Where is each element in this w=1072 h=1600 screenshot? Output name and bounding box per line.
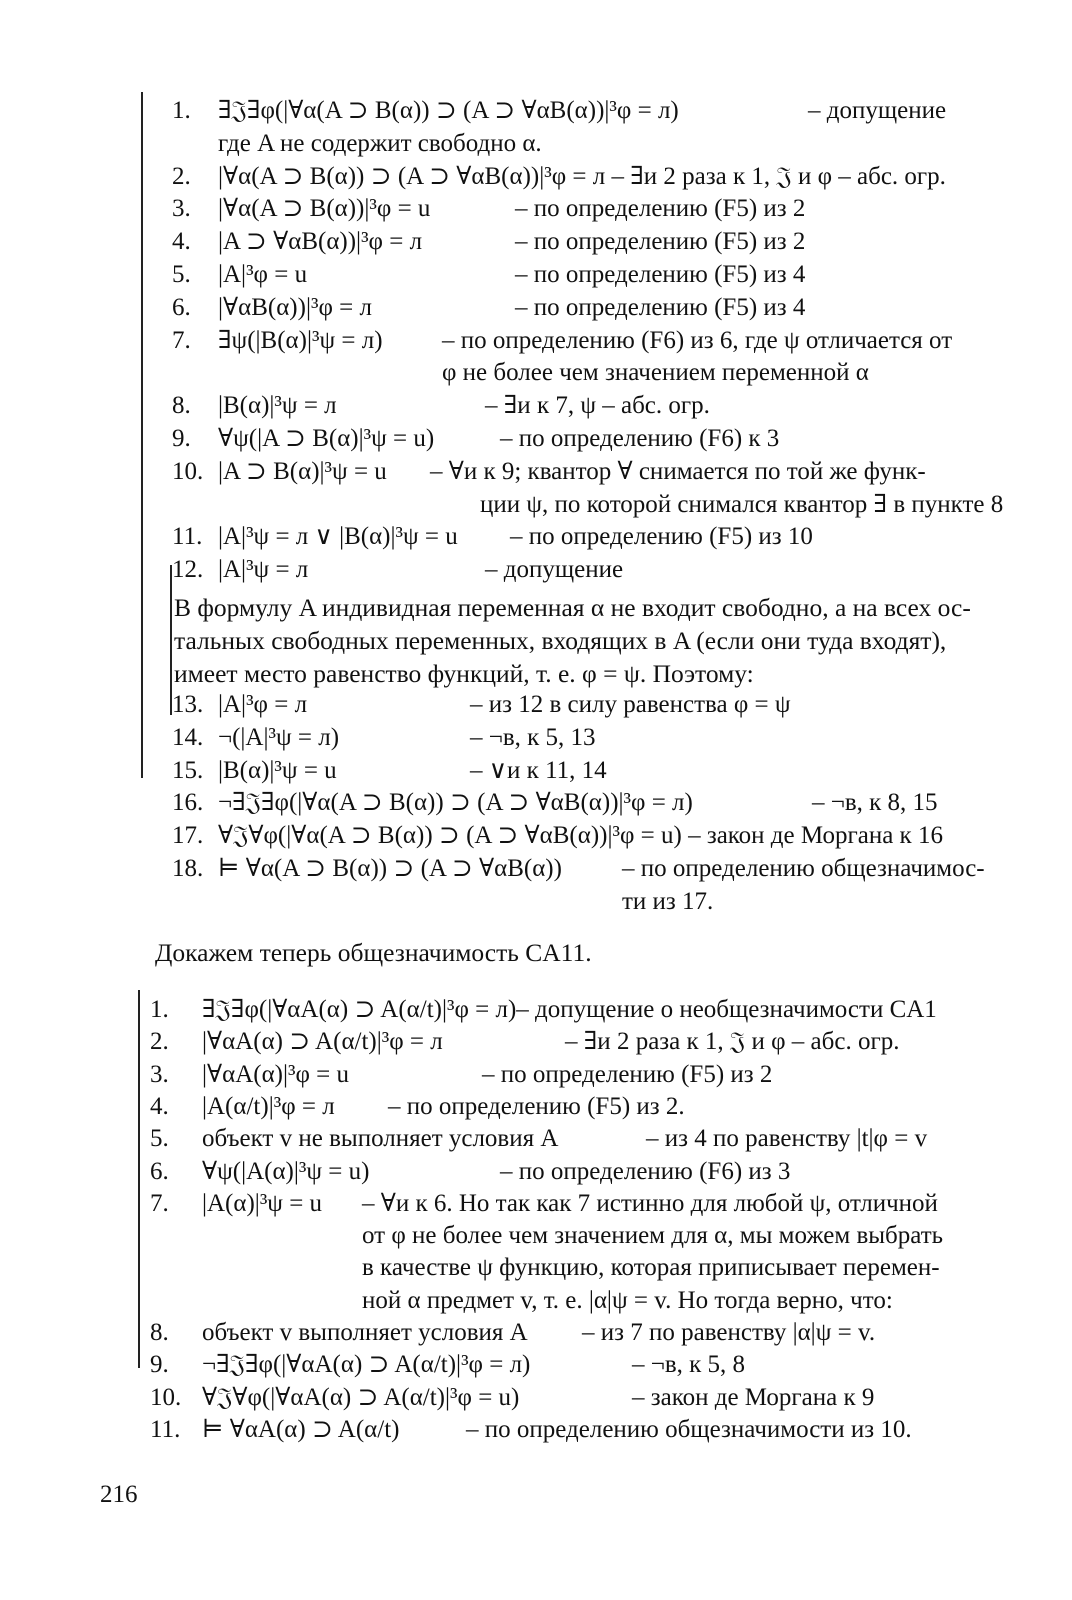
step-number: 15.	[172, 756, 204, 784]
step-number: 17.	[172, 822, 204, 850]
step-justification: φ не более чем значением переменной α	[442, 359, 869, 387]
step-justification: – по определению (F5) из 4	[515, 293, 806, 321]
paragraph-line: тальных свободных переменных, входящих в A (если они туда входят),	[174, 626, 947, 655]
step-number: 11.	[172, 523, 203, 551]
step-formula: |∀α(A ⊃ B(α)) ⊃ (A ⊃ ∀αB(α))|³φ = л – ∃и 2 раза к 1, 𝔍 и φ – абс. огр.	[218, 162, 946, 190]
step-formula: |A|³φ = л	[218, 691, 308, 718]
step-formula: |A(α/t)|³φ = л	[202, 1092, 335, 1120]
paragraph-line: имеет место равенство функций, т. е. φ = ψ. Поэтому:	[174, 659, 754, 688]
step-number: 14.	[172, 723, 204, 751]
step-number: 9.	[172, 425, 191, 452]
step-formula: |∀αA(α) ⊃ A(α/t)|³φ = л	[202, 1028, 443, 1056]
step-formula: ¬(|A|³ψ = л)	[218, 723, 340, 751]
step-justification: – по определению (F5) из 2	[515, 195, 806, 223]
step-number: 16.	[172, 789, 204, 817]
step-justification: – по определению (F5) из 2	[515, 228, 806, 256]
step-number: 1.	[150, 996, 169, 1023]
step-justification: – ¬в, к 5, 13	[470, 723, 596, 751]
step-formula: ⊨ ∀α(A ⊃ B(α)) ⊃ (A ⊃ ∀αB(α))	[218, 855, 562, 882]
step-justification: ти из 17.	[622, 887, 714, 915]
page-number: 216	[100, 1481, 138, 1508]
section-heading: Докажем теперь общезначимость CA11.	[155, 938, 592, 967]
step-justification: – по определению (F5) из 10	[510, 523, 813, 551]
step-formula: |B(α)|³ψ = л	[218, 392, 337, 420]
step-formula: ∀𝔍∀φ(|∀αA(α) ⊃ A(α/t)|³φ = u)	[202, 1383, 520, 1411]
step-formula: объект v не выполняет условия A	[202, 1125, 559, 1153]
step-justification: – ∨и к 11, 14	[470, 756, 607, 784]
step-number: 4.	[172, 228, 191, 256]
step-formula: где A не содержит свободно α.	[218, 129, 542, 157]
step-justification: – закон де Моргана к 9	[632, 1383, 875, 1411]
step-formula: ∃ψ(|B(α)|³ψ = л)	[218, 326, 383, 354]
step-formula: ¬∃𝔍∃φ(|∀αA(α) ⊃ A(α/t)|³φ = л)	[202, 1351, 531, 1379]
proof2-bar	[138, 990, 140, 1368]
step-justification: – по определению (F6) из 3	[500, 1157, 791, 1185]
step-justification: – из 4 по равенству |t|φ = v	[646, 1125, 928, 1153]
step-number: 8.	[150, 1319, 169, 1346]
step-justification: ной α предмет v, т. е. |α|ψ = v. Но тогда верно, что:	[362, 1286, 893, 1314]
step-formula: |A|³φ = u	[218, 261, 308, 288]
step-formula: ∀𝔍∀φ(|∀α(A ⊃ B(α)) ⊃ (A ⊃ ∀αB(α))|³φ = u) – закон де Моргана к 16	[218, 822, 943, 850]
step-justification: – ∀и к 9; квантор ∀ снимается по той же функ-	[430, 457, 926, 485]
step-number: 3.	[172, 195, 191, 223]
step-formula: |∀αB(α))|³φ = л	[218, 293, 372, 321]
step-justification: – ∃и к 7, ψ – абс. огр.	[485, 392, 710, 420]
step-number: 12.	[172, 556, 204, 584]
step-number: 5.	[172, 261, 191, 288]
step-justification: – по определению (F5) из 4	[515, 261, 806, 288]
step-formula: |A|³ψ = л	[218, 556, 309, 584]
step-justification: – по определению (F5) из 2	[482, 1060, 773, 1088]
step-number: 10.	[150, 1383, 182, 1411]
step-justification: – ∀и к 6. Но так как 7 истинно для любой ψ, отличной	[362, 1189, 938, 1217]
step-formula: ∀ψ(|A(α)|³ψ = u)	[202, 1157, 370, 1185]
paragraph-line: В формулу A индивидная переменная α не входит свободно, а на всех ос-	[174, 593, 971, 622]
step-justification: – ¬в, к 8, 15	[812, 789, 938, 817]
step-formula: ¬∃𝔍∃φ(|∀α(A ⊃ B(α)) ⊃ (A ⊃ ∀αB(α))|³φ = л)	[218, 789, 693, 817]
step-number: 1.	[172, 97, 191, 124]
step-justification: – по определению (F5) из 2.	[388, 1092, 685, 1120]
step-number: 10.	[172, 457, 204, 485]
step-number: 3.	[150, 1060, 169, 1088]
step-formula: ∃𝔍∃φ(|∀α(A ⊃ B(α)) ⊃ (A ⊃ ∀αB(α))|³φ = л)	[218, 97, 679, 124]
step-justification: от φ не более чем значением для α, мы можем выбрать	[362, 1222, 944, 1250]
step-formula: |A ⊃ ∀αB(α))|³φ = л	[218, 228, 423, 256]
step-justification: ции ψ, по которой снимался квантор ∃ в пункте 8	[480, 490, 1004, 518]
step-number: 6.	[172, 293, 191, 321]
step-formula: |A ⊃ B(α)|³ψ = u	[218, 457, 387, 485]
step-justification: – ¬в, к 5, 8	[632, 1351, 746, 1379]
step-justification: в качестве ψ функцию, которая приписывает перемен-	[362, 1254, 940, 1282]
step-justification: – по определению (F6) из 6, где ψ отличается от	[442, 326, 953, 354]
step-number: 8.	[172, 392, 191, 420]
step-formula: объект v выполняет условия A	[202, 1319, 528, 1346]
step-justification: – из 7 по равенству |α|ψ = v.	[582, 1319, 876, 1346]
step-number: 13.	[172, 691, 204, 718]
step-number: 7.	[150, 1189, 169, 1217]
step-formula: ∀ψ(|A ⊃ B(α)|³ψ = u)	[218, 425, 435, 452]
step-number: 6.	[150, 1157, 169, 1185]
proof1-bar	[141, 92, 143, 778]
step-formula: ⊨ ∀αA(α) ⊃ A(α/t)	[202, 1415, 400, 1443]
step-justification: – по определению общезначимости из 10.	[466, 1415, 912, 1443]
step-justification: – ∃и 2 раза к 1, 𝔍 и φ – абс. огр.	[565, 1028, 900, 1056]
step-number: 4.	[150, 1092, 169, 1120]
step-justification: – допущение	[485, 556, 624, 584]
step-number: 11.	[150, 1415, 181, 1443]
step-formula: |∀α(A ⊃ B(α))|³φ = u	[218, 195, 431, 223]
step-number: 18.	[172, 855, 204, 882]
step-justification: – по определению (F6) к 3	[500, 425, 780, 452]
step-justification: – из 12 в силу равенства φ = ψ	[470, 691, 791, 718]
step-formula: |∀αA(α)|³φ = u	[202, 1060, 350, 1088]
step-number: 2.	[150, 1028, 169, 1056]
step-number: 7.	[172, 326, 191, 354]
step-number: 9.	[150, 1351, 169, 1379]
step-number: 5.	[150, 1125, 169, 1153]
step-justification: – по определению общезначимос-	[622, 855, 985, 882]
step-formula: |A|³ψ = л ∨ |B(α)|³ψ = u	[218, 523, 458, 551]
step-formula: |A(α)|³ψ = u	[202, 1189, 323, 1217]
step-formula: |B(α)|³ψ = u	[218, 756, 337, 784]
step-formula: ∃𝔍∃φ(|∀αA(α) ⊃ A(α/t)|³φ = л)– допущение о необщезначимости CA1	[202, 996, 937, 1023]
step-number: 2.	[172, 162, 191, 190]
step-justification: – допущение	[808, 97, 947, 124]
